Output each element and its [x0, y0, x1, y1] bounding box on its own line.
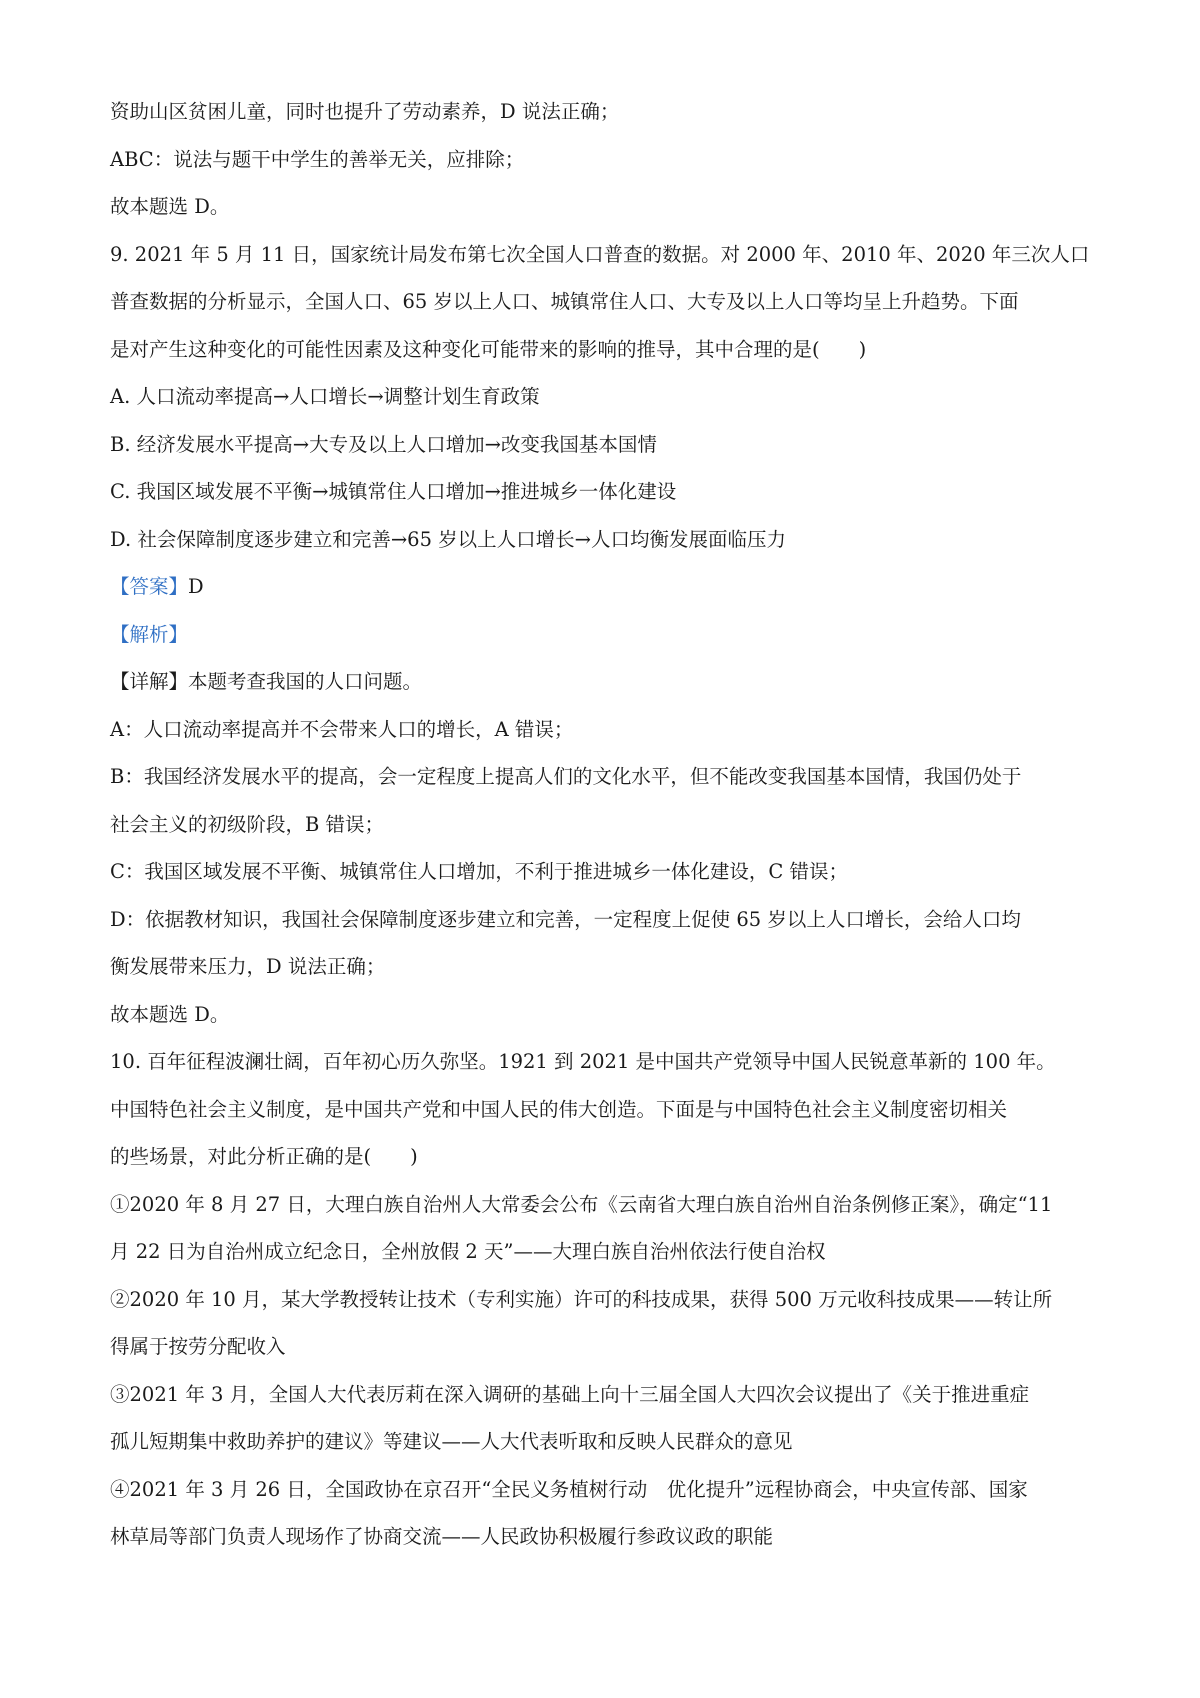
scenario-4: 林草局等部门负责人现场作了协商交流——人民政协积极履行参政议政的职能: [110, 1525, 774, 1548]
question-10-stem: 的些场景，对此分析正确的是( ): [110, 1145, 418, 1168]
question-10-stem: 10. 百年征程波澜壮阔，百年初心历久弥坚。1921 到 2021 是中国共产党领导中国人民锐意革新的 100 年。: [110, 1050, 1056, 1073]
detail-line: A：人口流动率提高并不会带来人口的增长，A 错误；: [110, 717, 574, 741]
scenario-3: 孤儿短期集中救助养护的建议》等建议——人大代表听取和反映人民群众的意见: [110, 1430, 793, 1453]
option-b: B. 经济发展水平提高→大专及以上人口增加→改变我国基本国情: [110, 432, 657, 456]
scenario-4: ④2021 年 3 月 26 日，全国政协在京召开“全民义务植树行动 优化提升”远程协商会，中央宣传部、国家: [110, 1477, 1028, 1501]
option-d: D. 社会保障制度逐步建立和完善→65 岁以上人口增长→人口均衡发展面临压力: [110, 527, 787, 551]
text-line: 故本题选 D。: [110, 195, 230, 218]
scenario-3: ③2021 年 3 月，全国人大代表厉莉在深入调研的基础上向十三届全国人大四次会议提出了《关于推进重症: [110, 1382, 1030, 1406]
question-9-stem: 9. 2021 年 5 月 11 日，国家统计局发布第七次全国人口普查的数据。对 2000 年、2010 年、2020 年三次人口: [110, 242, 1090, 266]
text-line: 资助山区贫困儿童，同时也提升了劳动素养，D 说法正确；: [110, 100, 620, 123]
answer-value: D: [188, 575, 204, 598]
scenario-2: 得属于按劳分配收入: [110, 1335, 286, 1358]
detail-line: 故本题选 D。: [110, 1002, 230, 1026]
detail-line: B：我国经济发展水平的提高，会一定程度上提高人们的文化水平，但不能改变我国基本国情，我国仍处于: [110, 765, 1022, 788]
scenario-2: ②2020 年 10 月，某大学教授转让技术（专利实施）许可的科技成果，获得 500 万元收科技成果——转让所: [110, 1287, 1053, 1311]
question-9-stem: 是对产生这种变化的可能性因素及这种变化可能带来的影响的推导，其中合理的是( ): [110, 337, 867, 361]
detail-line: 衡发展带来压力，D 说法正确；: [110, 955, 386, 978]
analysis-tag: 【解析】: [110, 622, 189, 646]
detail-line: D：依据教材知识，我国社会保障制度逐步建立和完善，一定程度上促使 65 岁以上人口增长，会给人口均: [110, 907, 1021, 931]
option-a: A. 人口流动率提高→人口增长→调整计划生育政策: [110, 385, 540, 408]
question-9-stem: 普查数据的分析显示，全国人口、65 岁以上人口、城镇常住人口、大专及以上人口等均呈上升趋势。下面: [110, 290, 1019, 313]
document-page: [110, 88, 1100, 1561]
detail-line: 社会主义的初级阶段，B 错误；: [110, 812, 385, 836]
analysis-line: [110, 611, 1100, 659]
detail-line: C：我国区域发展不平衡、城镇常住人口增加，不利于推进城乡一体化建设，C 错误；: [110, 860, 849, 883]
answer-tag: 【答案】: [110, 575, 189, 598]
scenario-1: 月 22 日为自治州成立纪念日，全州放假 2 天”——大理白族自治州依法行使自治权: [110, 1240, 826, 1263]
scenario-1: ①2020 年 8 月 27 日，大理白族自治州人大常委会公布《云南省大理白族自治州自治条例修正案》，确定“11: [110, 1192, 1053, 1216]
text-line: ABC：说法与题干中学生的善举无关，应排除；: [110, 147, 525, 171]
detail-line: 【详解】本题考查我国的人口问题。: [110, 670, 423, 693]
answer-line: [110, 563, 1100, 611]
question-10-stem: 中国特色社会主义制度，是中国共产党和中国人民的伟大创造。下面是与中国特色社会主义制度密切相关: [110, 1097, 1008, 1121]
option-c: C. 我国区域发展不平衡→城镇常住人口增加→推进城乡一体化建设: [110, 480, 677, 503]
